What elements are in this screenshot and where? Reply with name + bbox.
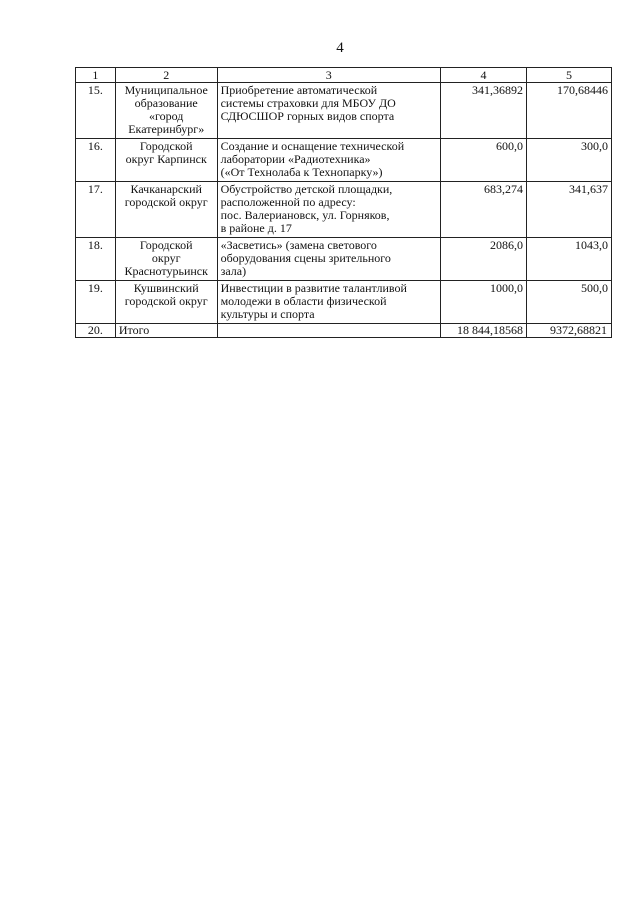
table-row xyxy=(76,281,612,324)
table-header xyxy=(76,68,612,83)
table-body xyxy=(76,83,612,338)
header-col-2: 2 xyxy=(115,68,217,83)
header-col-1: 1 xyxy=(76,68,116,83)
total-row xyxy=(76,324,612,338)
header-col-3: 3 xyxy=(217,68,440,83)
row-number: 17. xyxy=(76,182,116,238)
page-number: 4 xyxy=(336,40,344,56)
municipality-cell: Муниципальное образование «город Екатеринбург» xyxy=(115,83,217,139)
municipality-cell: Городской округ Карпинск xyxy=(115,139,217,182)
value-col-4: 1000,0 xyxy=(440,281,526,324)
row-number: 15. xyxy=(76,83,116,139)
value-col-5: 300,0 xyxy=(526,139,611,182)
value-col-5: 341,637 xyxy=(526,182,611,238)
description-cell: «Засветись» (замена светового оборудования сцены зрительного зала) xyxy=(217,238,440,281)
total-value-col-5: 9372,68821 xyxy=(526,324,611,338)
municipality-cell: Качканарский городской округ xyxy=(115,182,217,238)
description-cell xyxy=(217,324,440,338)
header-col-4: 4 xyxy=(440,68,526,83)
description-cell: Инвестиции в развитие талантливой молодежи в области физической культуры и спорта xyxy=(217,281,440,324)
table-row xyxy=(76,83,612,139)
header-col-5: 5 xyxy=(526,68,611,83)
total-label: Итого xyxy=(115,324,217,338)
budget-table xyxy=(75,67,612,338)
header-row xyxy=(76,68,612,83)
description-cell: Приобретение автоматической системы страховки для МБОУ ДО СДЮСШОР горных видов спорта xyxy=(217,83,440,139)
row-number: 16. xyxy=(76,139,116,182)
value-col-4: 2086,0 xyxy=(440,238,526,281)
row-number: 20. xyxy=(76,324,116,338)
value-col-4: 341,36892 xyxy=(440,83,526,139)
description-cell: Создание и оснащение технической лаборатории «Радиотехника» («От Технолаба к Технопарку») xyxy=(217,139,440,182)
total-value-col-4: 18 844,18568 xyxy=(440,324,526,338)
table-row xyxy=(76,238,612,281)
description-cell: Обустройство детской площадки, расположенной по адресу: пос. Валериановск, ул. Горняков, в районе д. 17 xyxy=(217,182,440,238)
value-col-5: 1043,0 xyxy=(526,238,611,281)
municipality-cell: Кушвинский городской округ xyxy=(115,281,217,324)
table-row xyxy=(76,182,612,238)
value-col-5: 170,68446 xyxy=(526,83,611,139)
municipality-cell: Городской округ Краснотурьинск xyxy=(115,238,217,281)
row-number: 18. xyxy=(76,238,116,281)
value-col-4: 600,0 xyxy=(440,139,526,182)
row-number: 19. xyxy=(76,281,116,324)
table-row xyxy=(76,139,612,182)
value-col-4: 683,274 xyxy=(440,182,526,238)
value-col-5: 500,0 xyxy=(526,281,611,324)
